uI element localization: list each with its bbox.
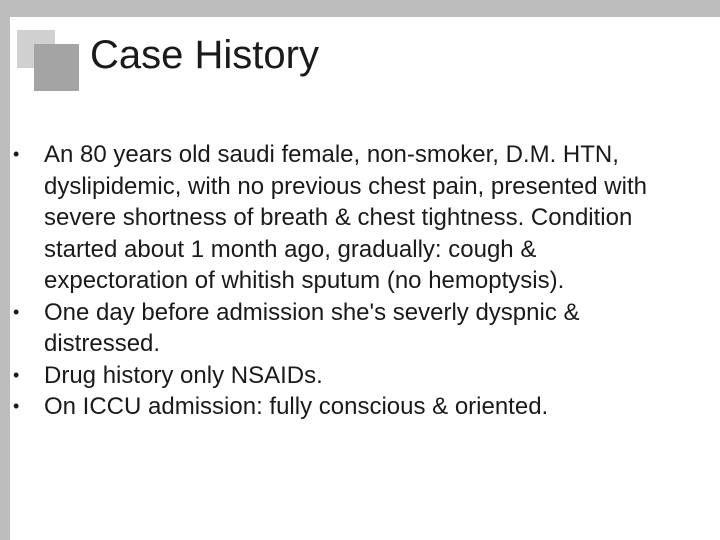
bullet-text-line: dyslipidemic, with no previous chest pain, presented with <box>44 172 647 200</box>
top-accent-bar <box>0 0 720 17</box>
bullet-marker: • <box>13 364 20 385</box>
decorative-square-dark <box>34 44 79 91</box>
slide-title: Case History <box>90 33 319 77</box>
bullet-text-line: expectoration of whitish sputum (no hemoptysis). <box>44 267 565 294</box>
bullet-marker: • <box>13 396 20 416</box>
bullet-text-line: One day before admission she's severly dyspnic & <box>44 298 580 326</box>
bullet-marker: • <box>13 144 20 164</box>
bullet-text-line: On ICCU admission: fully conscious & oriented. <box>44 393 549 420</box>
bullet-item <box>0 360 720 392</box>
bullet-list <box>0 139 720 423</box>
bullet-item <box>0 297 720 360</box>
bullet-item <box>0 391 720 423</box>
bullet-item <box>0 139 720 297</box>
bullet-text-line: severe shortness of breath & chest tightness. Condition <box>44 204 633 231</box>
bullet-text-line: An 80 years old saudi female, non-smoker, D.M. HTN, <box>44 141 619 168</box>
bullet-text-line: Drug history only NSAIDs. <box>44 361 323 389</box>
bullet-marker: • <box>13 301 20 322</box>
bullet-text-line: started about 1 month ago, gradually: cough & <box>44 235 537 263</box>
bullet-text-line: distressed. <box>44 330 161 357</box>
